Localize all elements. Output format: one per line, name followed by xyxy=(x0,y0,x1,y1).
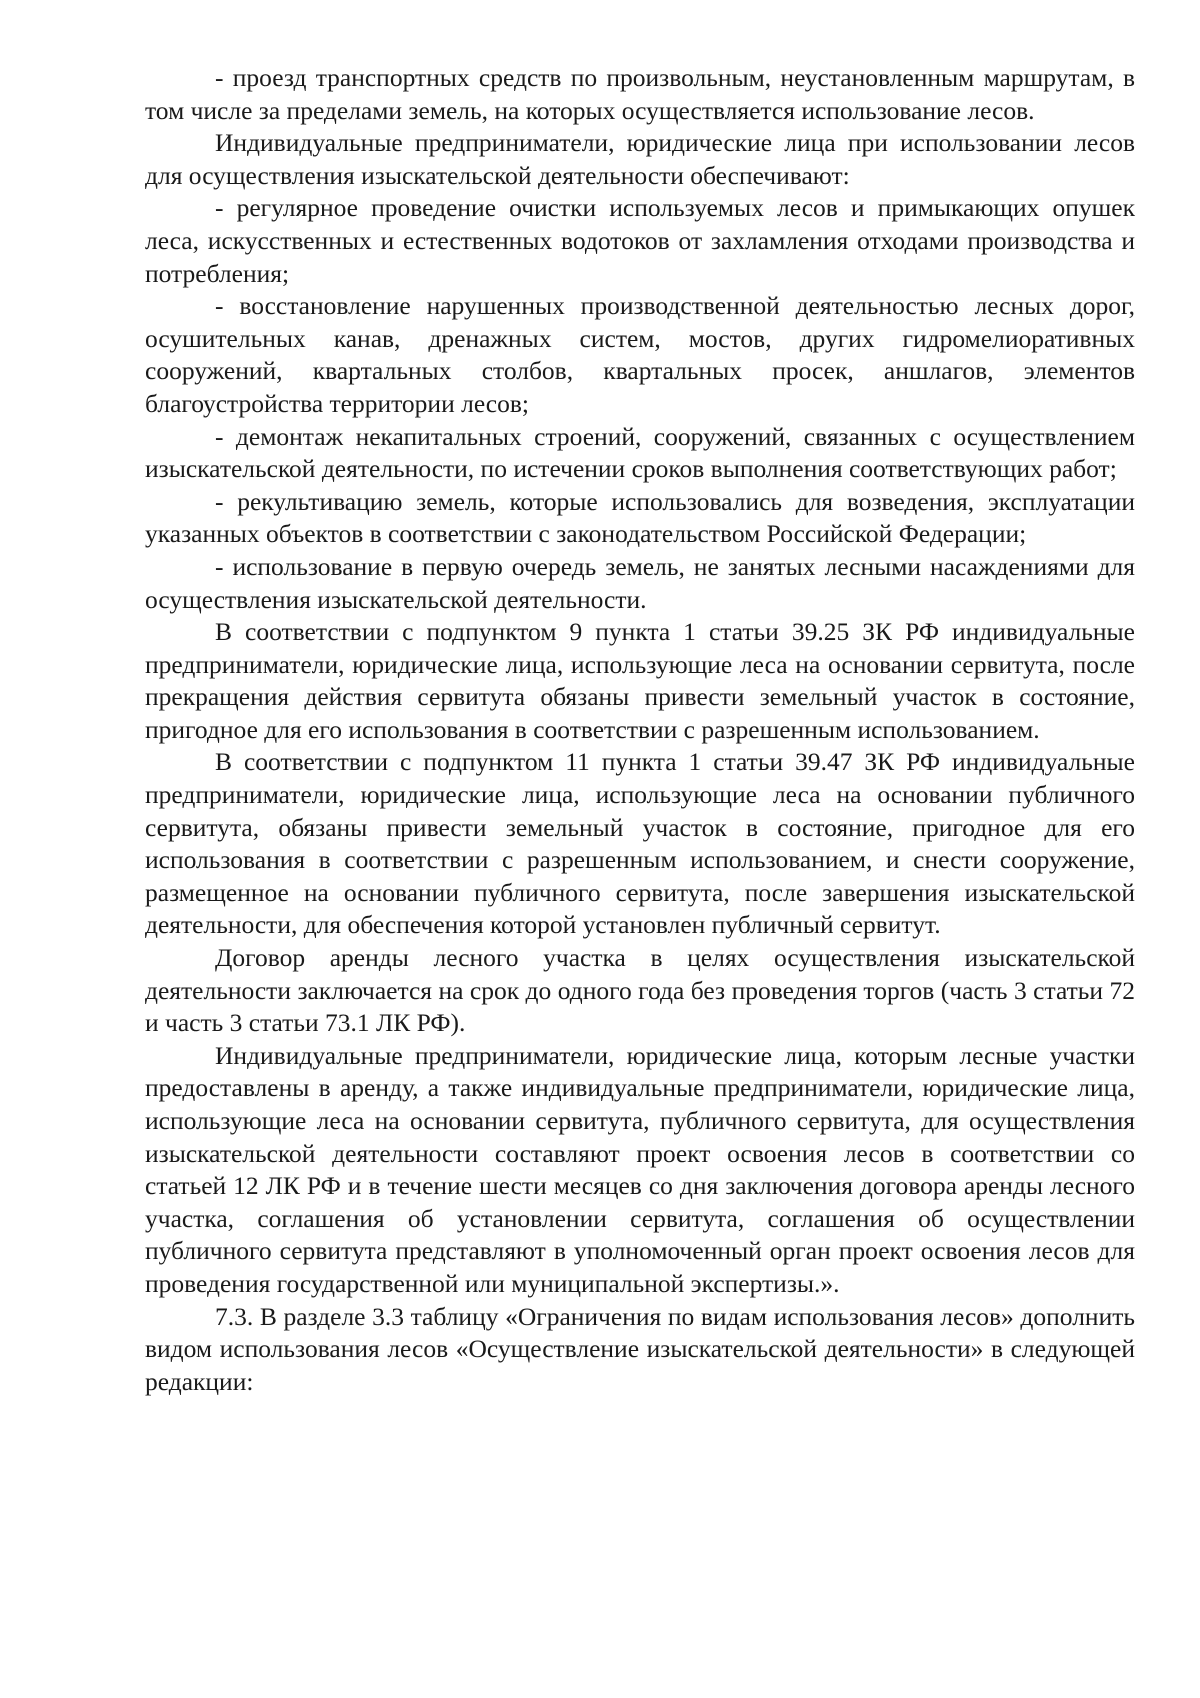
paragraph-dismantling: - демонтаж некапитальных строений, сооружений, связанных с осуществлением изыскательской деятельности, по истечении сроков выполнения соответствующих работ; xyxy=(145,421,1135,484)
paragraph-land-priority: - использование в первую очередь земель, не занятых лесными насаждениями для осуществления изыскательской деятельности. xyxy=(145,551,1135,614)
paragraph-recultivation: - рекультивацию земель, которые использовались для возведения, эксплуатации указанных объектов в соответствии с законодательством Российской Федерации; xyxy=(145,486,1135,549)
paragraph-lease-contract: Договор аренды лесного участка в целях осуществления изыскательской деятельности заключается на срок до одного года без проведения торгов (часть 3 статьи 72 и часть 3 статьи 73.1 ЛК РФ). xyxy=(145,943,1135,1038)
paragraph-section-7-3: 7.3. В разделе 3.3 таблицу «Ограничения по видам использования лесов» дополнить видом использования лесов «Осуществление изыскательской деятельности» в следующей редакции: xyxy=(145,1301,1135,1396)
paragraph-restoration: - восстановление нарушенных производственной деятельностью лесных дорог, осушительных канав, дренажных систем, мостов, других гидромелиоративных сооружений, квартальных столбов, квартальных просек, аншлагов, элементов благоустройства территории лесов; xyxy=(145,291,1135,418)
paragraph-obligations-intro: Индивидуальные предприниматели, юридические лица при использовании лесов для осуществления изыскательской деятельности обеспечивают: xyxy=(145,128,1135,190)
paragraph-cleaning: - регулярное проведение очистки используемых лесов и примыкающих опушек леса, искусственных и естественных водотоков от захламления отходами производства и потребления; xyxy=(145,193,1135,288)
paragraph-forest-project: Индивидуальные предприниматели, юридические лица, которым лесные участки предоставлены в аренду, а также индивидуальные предприниматели, юридические лица, использующие леса на основании сервитута, публичного сервитута, для осуществления изыскательской деятельности составляют проект освоения лесов в соответствии со статьей 12 ЛК РФ и в течение шести месяцев со дня заключения договора аренды лесного участка, соглашения об установлении сервитута, соглашения об осуществлении публичного сервитута представляют в уполномоченный орган проект освоения лесов для проведения государственной или муниципальной экспертизы.». xyxy=(145,1040,1135,1298)
paragraph-servitude-39-25: В соответствии с подпунктом 9 пункта 1 статьи 39.25 ЗК РФ индивидуальные предприниматели, юридические лица, использующие леса на основании сервитута, после прекращения действия сервитута обязаны привести земельный участок в состояние, пригодное для его использования в соответствии с разрешенным использованием. xyxy=(145,617,1135,744)
paragraph-vehicle-passage: - проезд транспортных средств по произвольным, неустановленным маршрутам, в том числе за пределами земель, на которых осуществляется использование лесов. xyxy=(145,63,1135,125)
document-page xyxy=(145,62,1135,1398)
paragraph-public-servitude-39-47: В соответствии с подпунктом 11 пункта 1 статьи 39.47 ЗК РФ индивидуальные предприниматели, юридические лица, использующие леса на основании публичного сервитута, обязаны привести земельный участок в состояние, пригодное для его использования в соответствии с разрешенным использованием, и снести сооружение, размещенное на основании публичного сервитута, после завершения изыскательской деятельности, для обеспечения которой установлен публичный сервитут. xyxy=(145,747,1135,940)
